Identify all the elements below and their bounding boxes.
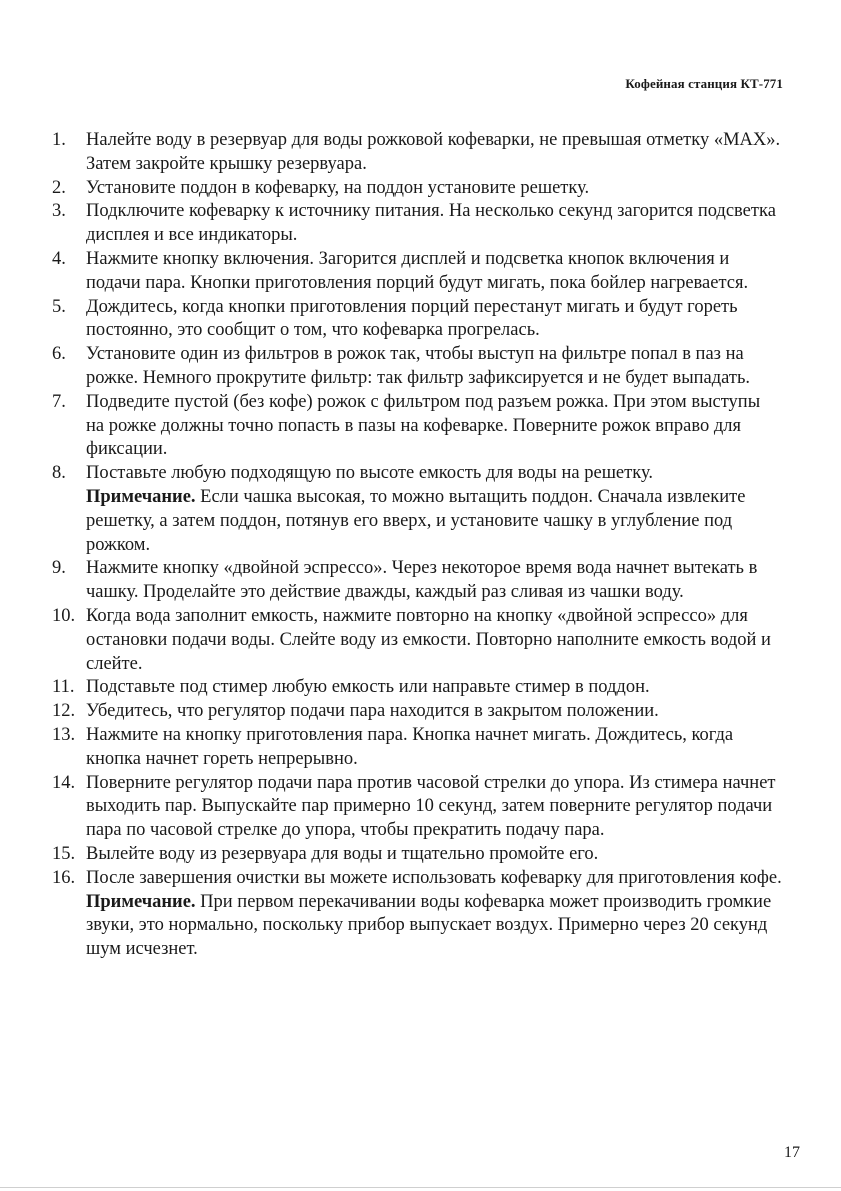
list-item [52,676,782,700]
step-text: Установите поддон в кофеварку, на поддон установите решетку. [86,177,590,198]
step-number: 10. [52,605,76,626]
list-item [52,772,782,843]
step-number: 14. [52,772,76,793]
step-text: Дождитесь, когда кнопки приготовления порций перестанут мигать и будут гореть постоянно, это сообщит о том, что кофеварка прогрелась. [86,296,738,341]
step-text: Нажмите кнопку «двойной эспрессо». Через некоторое время вода начнет вытекать в чашку. Проделайте это действие дважды, каждый раз сливая из чашки воду. [86,558,758,603]
step-text: Убедитесь, что регулятор подачи пара находится в закрытом положении. [86,701,659,722]
step-number: 2. [52,177,66,198]
list-item [52,462,782,557]
bottom-divider [0,1187,841,1188]
instruction-steps [52,129,782,962]
step-text: Поставьте любую подходящую по высоте емкость для воды на решетку. [86,463,653,484]
list-item [52,129,782,177]
step-text: Подставьте под стимер любую емкость или направьте стимер в поддон. [86,677,650,698]
list-item [52,248,782,296]
list-item [52,343,782,391]
step-text: Установите один из фильтров в рожок так, чтобы выступ на фильтре попал в паз на рожке. Немного прокрутите фильтр: так фильтр зафиксируется и не будет выпадать. [86,344,751,388]
step-text: После завершения очистки вы можете использовать кофеварку для приготовления кофе. [86,867,782,888]
step-number: 3. [52,201,66,222]
list-item [52,843,782,867]
step-number: 12. [52,701,76,722]
step-number: 5. [52,296,66,317]
step-number: 7. [52,391,66,412]
list-item [52,700,782,724]
list-item [52,557,782,605]
step-number: 13. [52,724,76,745]
step-text: Подключите кофеварку к источнику питания. На несколько секунд загорится подсветка дисплея и все индикаторы. [86,201,776,246]
step-number: 16. [52,867,76,888]
step-number: 9. [52,558,66,579]
step-text: Когда вода заполнит емкость, нажмите повторно на кнопку «двойной эспрессо» для остановки подачи воды. Слейте воду из емкости. Повторно наполните емкость водой и слейте. [86,605,771,674]
step-number: 15. [52,843,76,864]
list-item [52,200,782,248]
list-item [52,296,782,344]
step-note [86,486,782,557]
step-number: 8. [52,463,66,484]
step-text: Вылейте воду из резервуара для воды и тщательно промойте его. [86,843,599,864]
note-label: Примечание. [86,891,196,912]
running-header: Кофейная станция КТ-771 [625,76,783,91]
step-number: 1. [52,130,66,150]
step-note [86,891,782,962]
page-number: 17 [784,1144,800,1161]
note-label: Примечание. [86,486,196,507]
list-item [52,391,782,462]
step-text: Подведите пустой (без кофе) рожок с фильтром под разъем рожка. При этом выступы на рожке должны точно попасть в пазы на кофеварке. Поверните рожок вправо для фиксации. [86,391,761,460]
step-text: Нажмите кнопку включения. Загорится дисплей и подсветка кнопок включения и подачи пара. Кнопки приготовления порций будут мигать, пока бойлер нагревается. [86,248,749,293]
note-text: При первом перекачивании воды кофеварка может производить громкие звуки, это нормально, поскольку прибор выпускает воздух. Примерно через 20 секунд шум исчезнет. [86,891,772,960]
step-number: 6. [52,344,66,365]
list-item [52,605,782,676]
note-text: Если чашка высокая, то можно вытащить поддон. Сначала извлеките решетку, а затем поддон, потянув его вверх, и установите чашку в углубление под рожком. [86,486,746,555]
step-number: 11. [52,677,75,698]
list-item [52,867,782,962]
step-text: Поверните регулятор подачи пара против часовой стрелки до упора. Из стимера начнет выходить пар. Выпускайте пар примерно 10 секунд, затем поверните регулятор подачи пара по часовой стрелке до упора, чтобы прекратить подачу пара. [86,772,776,841]
list-item [52,724,782,772]
step-text: Нажмите на кнопку приготовления пара. Кнопка начнет мигать. Дождитесь, когда кнопка начнет гореть непрерывно. [86,724,734,769]
step-text: Налейте воду в резервуар для воды рожковой кофеварки, не превышая отметку «MAX». Затем закройте крышку резервуара. [86,130,781,174]
list-item [52,177,782,201]
step-number: 4. [52,248,66,269]
